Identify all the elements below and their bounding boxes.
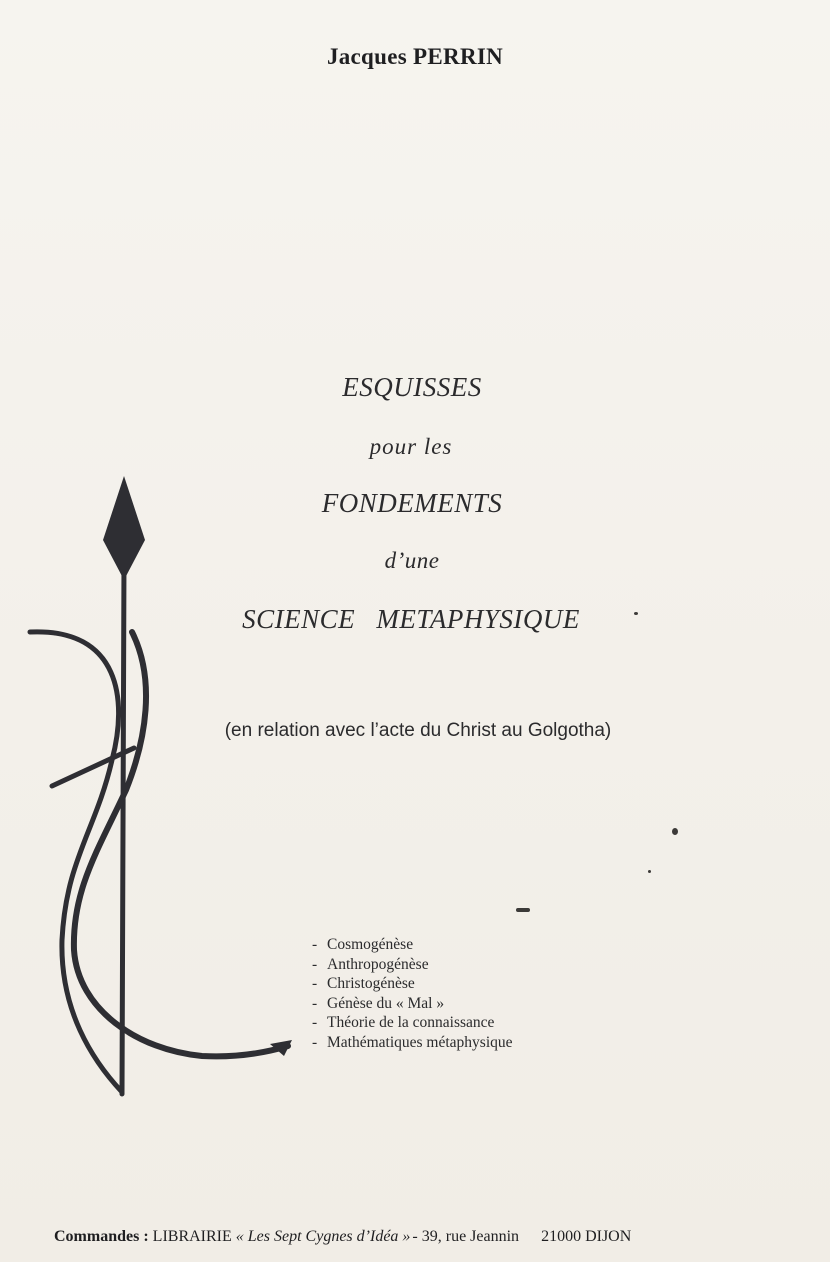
ink-speck [634, 612, 638, 615]
title-pour-les: pour les [369, 434, 453, 459]
spear-head [103, 476, 145, 580]
title-fondements: FONDEMENTS [321, 488, 503, 518]
list-item: - Cosmogénèse [312, 936, 414, 953]
order-footer [54, 1228, 631, 1246]
spear-emblem-icon [0, 0, 330, 1110]
spear-shaft [122, 560, 124, 1094]
topic-label: Mathématiques métaphysique [327, 1033, 513, 1051]
list-item: - Mathématiques métaphysique [312, 1033, 513, 1051]
footer-label: Commandes : [54, 1228, 149, 1245]
ink-speck [516, 908, 530, 912]
subtitle: (en relation avec l’acte du Christ au Golgotha) [224, 720, 612, 741]
title-d-une: d’une [384, 548, 440, 573]
topic-label: Théorie de la connaissance [327, 1014, 495, 1031]
list-item: - Anthropogénèse [312, 955, 429, 973]
footer-address: - 39, rue Jeannin [412, 1228, 520, 1245]
footer-shop-name: « Les Sept Cygnes d’Idéa » [235, 1228, 411, 1245]
left-outer-curve [30, 632, 122, 1092]
right-curve [74, 632, 288, 1056]
topic-label: Christogénèse [327, 975, 415, 992]
topic-label: Anthropogénèse [327, 955, 429, 973]
title-esquisses: ESQUISSES [342, 372, 482, 402]
ink-speck [672, 828, 678, 835]
list-item: - Théorie de la connaissance [312, 1014, 495, 1031]
author-name: Jacques PERRIN [326, 44, 504, 69]
footer-city: 21000 DIJON [541, 1228, 632, 1245]
topics-list [312, 935, 513, 1052]
list-item: - Christogénèse [312, 975, 415, 992]
footer-shop: LIBRAIRIE [152, 1228, 232, 1245]
list-item: - Génèse du « Mal » [312, 994, 445, 1012]
ink-speck [648, 870, 651, 873]
topic-label: Génèse du « Mal » [327, 994, 445, 1012]
title-science-metaphysique: SCIENCE METAPHYSIQUE [242, 604, 580, 634]
topic-label: Cosmogénèse [327, 936, 414, 953]
